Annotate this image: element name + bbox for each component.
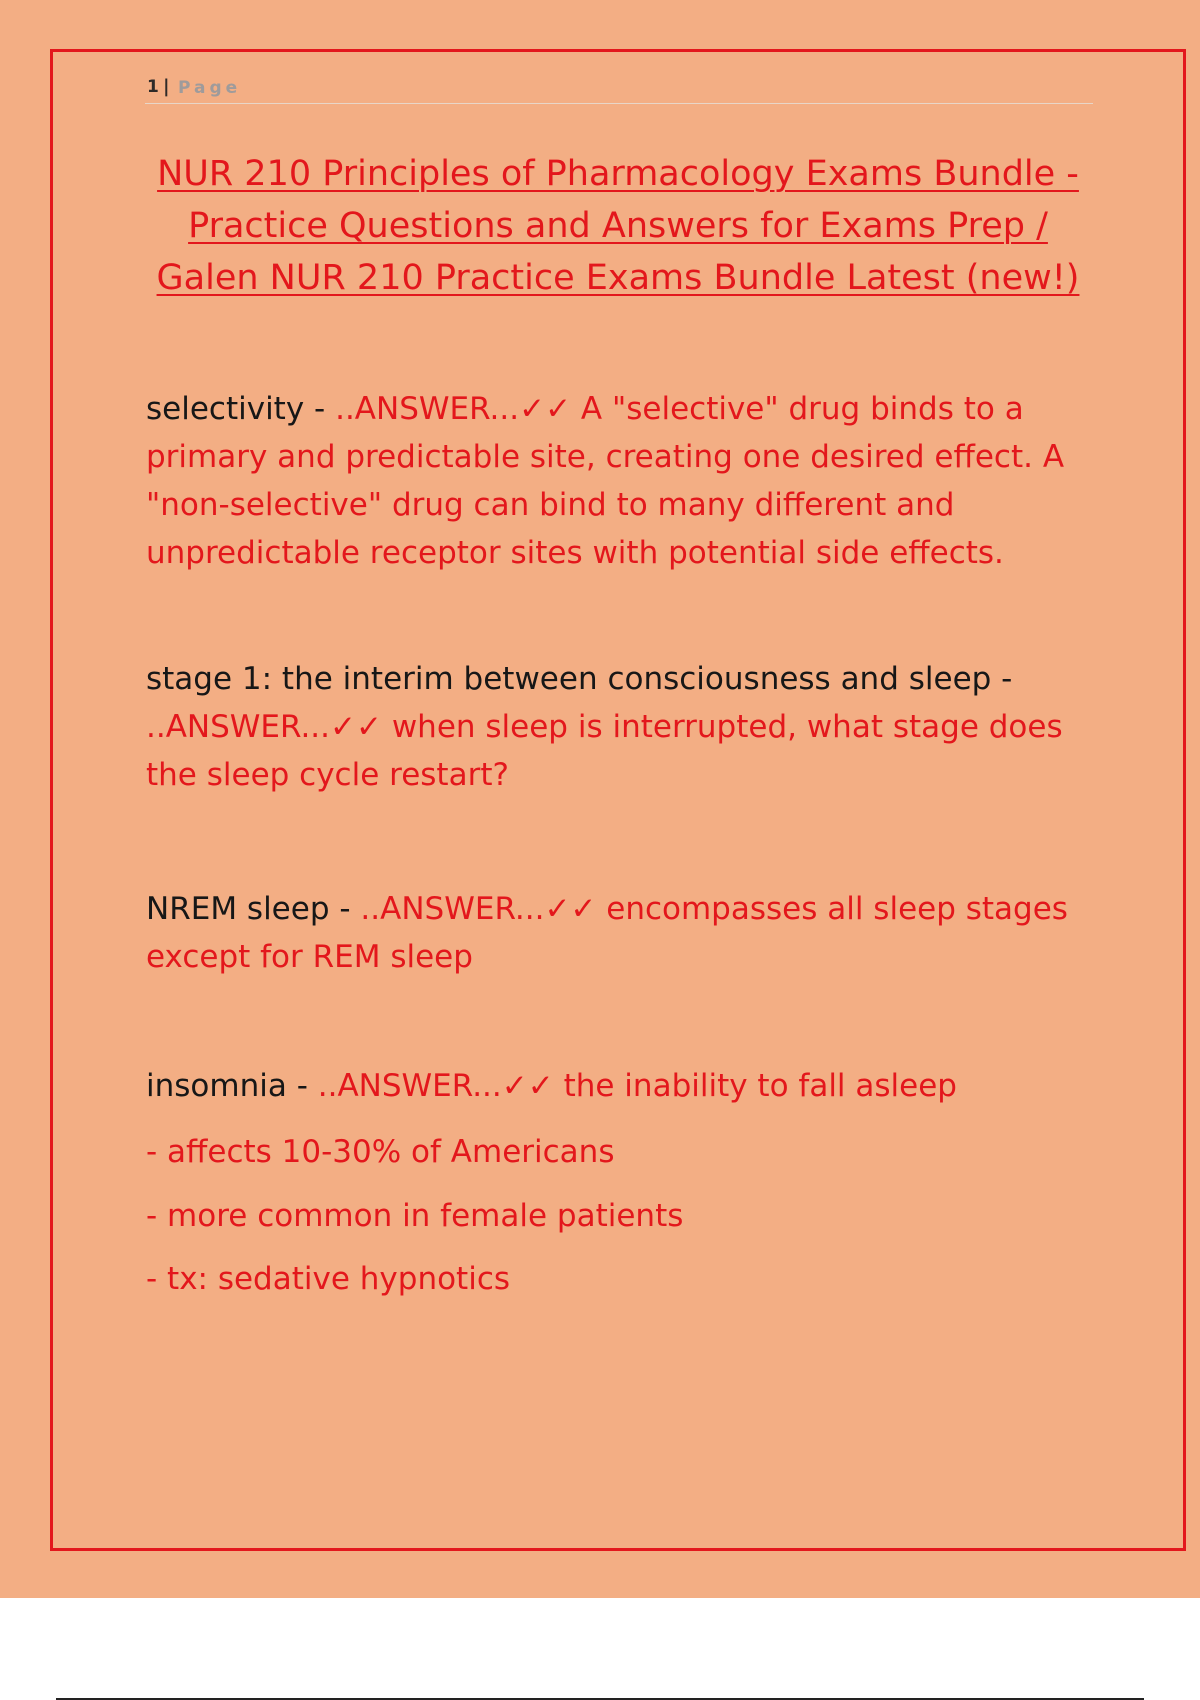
qa-item-stage-1 (146, 655, 1086, 799)
page-header (145, 74, 1093, 104)
qa-term: insomnia (146, 1068, 287, 1104)
insomnia-bullet-prevalence: - affects 10-30% of Americans (146, 1134, 615, 1170)
qa-dash: - (329, 891, 361, 927)
page-label: Page (178, 78, 242, 98)
qa-dash: - (991, 661, 1013, 697)
qa-answer: when sleep is interrupted, what stage does the sleep cycle restart? (146, 709, 1063, 793)
qa-answer: the inability to fall asleep (563, 1068, 957, 1104)
qa-answer: encompasses all sleep stages except for REM sleep (146, 891, 1068, 975)
qa-dash: - (286, 1068, 318, 1104)
qa-dash: - (304, 391, 336, 427)
answer-marker: ..ANSWER...✓✓ (360, 891, 607, 927)
qa-term: NREM sleep (146, 891, 330, 927)
answer-marker: ..ANSWER...✓✓ (146, 709, 392, 745)
page-number: 1 (147, 77, 159, 97)
qa-item-nrem-sleep (146, 885, 1086, 981)
qa-answer: A "selective" drug binds to a primary and predictable site, creating one desired effect. A "non-selective" drug can bind to many different and unpredictable receptor sites with potential side effects. (146, 391, 1065, 571)
page-number-separator: | (163, 76, 170, 97)
answer-marker: ..ANSWER...✓✓ (317, 1068, 564, 1104)
document-title: NUR 210 Principles of Pharmacology Exams Bundle - Practice Questions and Answers for Exams Prep / Galen NUR 210 Practice Exams Bundle Latest (new!) (156, 154, 1080, 298)
insomnia-bullet-female-patients: - more common in female patients (146, 1198, 684, 1234)
qa-term: stage 1: the interim between consciousness and sleep (146, 661, 992, 697)
answer-marker: ..ANSWER...✓✓ (335, 391, 581, 427)
insomnia-bullet-treatment: - tx: sedative hypnotics (146, 1261, 511, 1297)
qa-item-insomnia (146, 1062, 1086, 1110)
qa-term: selectivity (146, 391, 305, 427)
qa-item-selectivity (146, 385, 1086, 577)
